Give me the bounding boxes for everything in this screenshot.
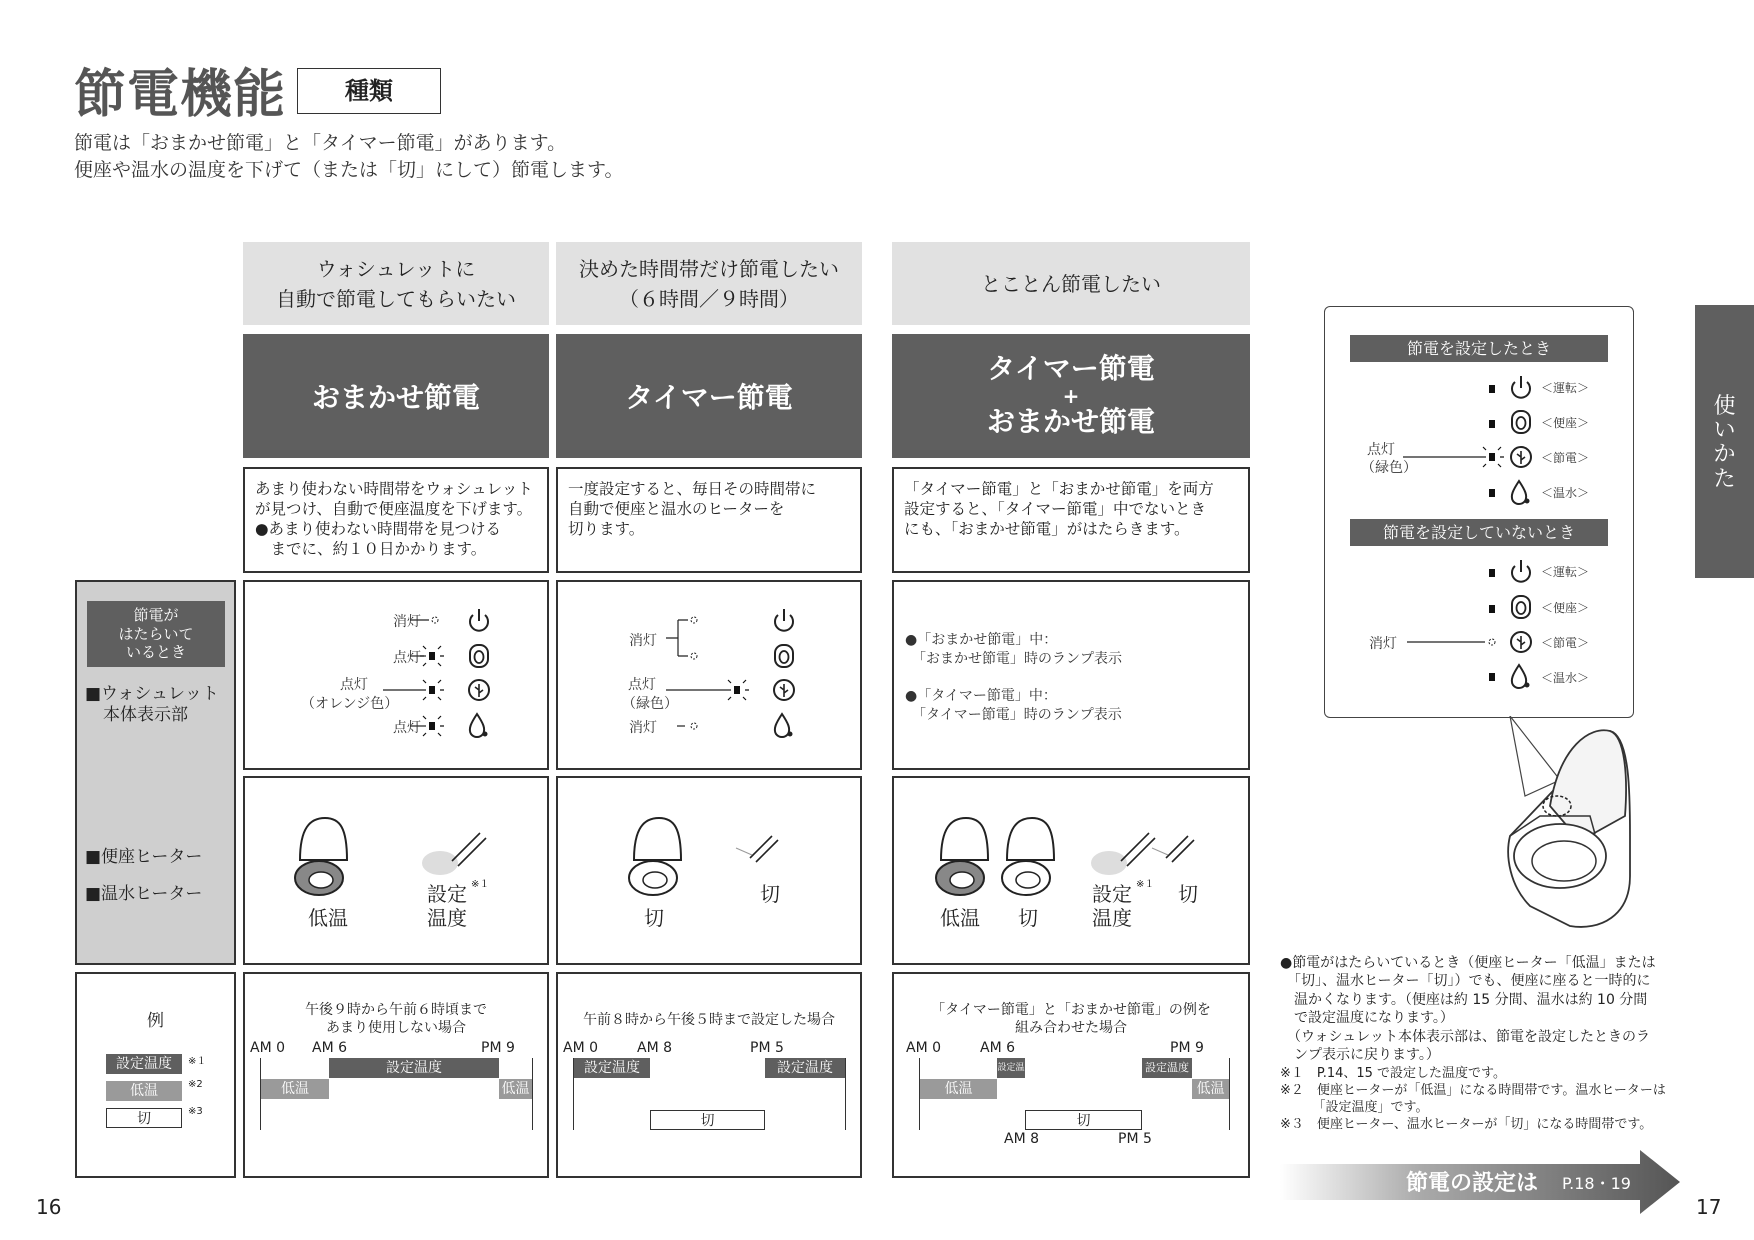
lamp-note-line: 「おまかせ節電」時のランプ表示 [905, 651, 1122, 667]
tick-label: PM 9 [1170, 1040, 1204, 1056]
timeline-caption: 「タイマー節電」と「おまかせ節電」の例を [931, 1002, 1211, 1018]
seat-off-label: 切 [644, 906, 664, 930]
desc-line: にも、「おまかせ節電」がはたらきます。 [904, 520, 1190, 539]
column-header-1-line: ウォシュレットに [316, 256, 476, 281]
desc-line: 設定すると、「タイマー節電」中でないとき [904, 500, 1206, 519]
intro-line-1: 節電は「おまかせ節電」と「タイマー節電」があります。 [74, 132, 567, 154]
working-badge-line: 節電が [133, 605, 179, 624]
mode-title-text: おまかせ節電 [311, 381, 480, 414]
page-title: 節電機能 [74, 65, 287, 125]
water-drop-icon [1512, 665, 1530, 688]
lamp-box-combined [892, 580, 1250, 770]
desc-omakase [243, 467, 549, 573]
heater-box-omakase [243, 776, 549, 965]
toilet-seat-off-icon [629, 818, 681, 895]
axis-line [845, 1058, 846, 1130]
tick-label: PM 9 [481, 1040, 515, 1056]
column-header-2-line: 決めた時間帯だけ節電したい [579, 256, 839, 281]
lamp-lit-green-line: （緑色） [622, 696, 678, 712]
toilet-seat-low-icon [295, 818, 347, 895]
mode-title-text: タイマー節電 [987, 352, 1155, 386]
timeline-caption: 午前８時から午後５時まで設定した場合 [583, 1012, 835, 1028]
timeline-bar-set: 設定温度 [574, 1058, 650, 1078]
water-temp-label: 温度 [1092, 906, 1132, 930]
tick-label: PM 5 [1118, 1131, 1152, 1147]
panel-label-run: ＜運転＞ [1541, 381, 1590, 395]
column-header-2-line: （６時間／９時間） [619, 286, 799, 311]
heater-art-timer [558, 778, 860, 963]
note-line: 温かくなります。（便座は約 15 分間、温水は約 10 分間 [1280, 991, 1648, 1008]
column-header-1 [243, 242, 549, 325]
leaf-icon [1511, 447, 1531, 467]
lamp-note-line: ●「タイマー節電」中： [905, 688, 1057, 704]
water-off-label: 切 [1178, 882, 1198, 906]
side-tab-char: 使 [1713, 394, 1736, 419]
water-temp-label: 温度 [427, 906, 467, 930]
note-ref-1: ※１ [1136, 879, 1155, 890]
lamp-box-omakase [243, 580, 549, 770]
title-tag: 種類 [297, 68, 441, 114]
panel-label-eco: ＜節電＞ [1541, 636, 1590, 650]
timeline-bar-low: 低温 [499, 1079, 532, 1099]
power-icon [1512, 560, 1530, 582]
water-nozzle-icon [422, 833, 486, 875]
power-icon [470, 609, 488, 631]
note-line: 「切」、温水ヒーター「切」）でも、便座に座ると一時的に [1280, 973, 1651, 990]
heater-art-combined [894, 778, 1248, 963]
panel-label-eco: ＜節電＞ [1541, 451, 1590, 465]
note-line: で設定温度になります。） [1280, 1010, 1454, 1027]
seat-low-label: 低温 [308, 906, 348, 930]
timeline-bar-low: 低温 [920, 1079, 997, 1099]
timeline-bar-off: 切 [1025, 1110, 1142, 1130]
desc-line: 「タイマー節電」と「おまかせ節電」を両方 [904, 480, 1214, 498]
panel-label-water: ＜温水＞ [1541, 671, 1590, 685]
timeline-bar-off: 切 [650, 1110, 765, 1130]
desc-line: あまり使わない時間帯をウォシュレット [255, 480, 533, 498]
lamp-note-line: ●「おまかせ節電」中： [905, 632, 1058, 648]
desc-line: 一度設定すると、毎日その時間帯に [568, 480, 817, 498]
example-legend-box [75, 972, 236, 1178]
tick-label: AM 0 [906, 1040, 942, 1056]
leaf-icon [1511, 632, 1531, 652]
side-tab-char: い [1713, 418, 1736, 444]
panel-label-water: ＜温水＞ [1541, 486, 1590, 500]
desc-line: ●あまり使わない時間帯を見つける [255, 520, 502, 539]
panel-label-seat: ＜便座＞ [1541, 416, 1590, 430]
lamp-note-line: 「タイマー節電」時のランプ表示 [905, 707, 1122, 723]
seat-icon [1512, 596, 1530, 618]
legend-off: 切 [106, 1108, 182, 1128]
working-badge [87, 601, 225, 667]
column-header-3-line: とことん節電したい [981, 271, 1161, 296]
timeline-bar-set: 設定温度 [997, 1058, 1025, 1078]
water-drop-icon [470, 714, 488, 737]
power-icon [1512, 376, 1530, 398]
side-tab-char: た [1713, 466, 1736, 492]
lamp-lit-orange-label [325, 674, 383, 694]
note-ref-1: ※１ [471, 879, 490, 890]
lamp-on-label: 点灯 [393, 720, 421, 736]
legend-note: ※3 [188, 1106, 203, 1117]
panel-unset-title: 節電を設定していないとき [1350, 519, 1608, 546]
intro-line-2: 便座や温水の温度を下げて（または「切」にして）節電します。 [74, 159, 624, 181]
heater-art-omakase [245, 778, 547, 963]
note-line: ※１ P.14、15 で設定した温度です。 [1280, 1065, 1507, 1081]
water-off-label: 切 [760, 882, 780, 906]
display-label: ■ウォシュレット [85, 684, 219, 704]
timeline-omakase [243, 972, 549, 1178]
tick-label: AM 0 [563, 1040, 599, 1056]
mode-title-plus: + [1062, 384, 1080, 408]
seat-low-label: 低温 [940, 906, 980, 930]
water-set-label: 設定 [1092, 882, 1132, 906]
tick-label: PM 5 [750, 1040, 784, 1056]
display-callout [1324, 306, 1634, 718]
mode-title-combined [892, 334, 1250, 458]
seat-icon [1512, 411, 1530, 433]
water-drop-icon [1512, 481, 1530, 504]
heater-box-timer [556, 776, 862, 965]
timeline-bar-set: 設定温度 [329, 1058, 499, 1078]
axis-line [532, 1058, 533, 1130]
timeline-caption: 午後９時から午前６時頃まで [305, 1002, 487, 1018]
side-tab-char: か [1713, 442, 1736, 468]
timeline-bar-low: 低温 [1192, 1079, 1229, 1099]
lamp-on-label: 点灯 [393, 650, 421, 666]
mode-title-text: おまかせ節電 [986, 405, 1155, 438]
lamp-lit-orange-line: 点灯 [340, 677, 368, 693]
legend-set-temp: 設定温度 [106, 1054, 182, 1074]
desc-timer [556, 467, 862, 573]
water-nozzle-icon [1152, 836, 1194, 862]
mode-title-text: タイマー節電 [625, 381, 793, 414]
note-line: ●節電がはたらいているとき（便座ヒーター「低温」または [1280, 955, 1656, 971]
lamp-off-label: 消灯 [629, 720, 657, 736]
page-number-left: 16 [36, 1195, 62, 1219]
lamp-lit-green-line: 点灯 [628, 677, 656, 693]
legend-note: ※2 [188, 1079, 203, 1090]
display-label-sub: 本体表示部 [103, 705, 188, 725]
note-line: （ウォシュレット本体表示部は、節電を設定したときのラ [1280, 1028, 1651, 1045]
lamp-off-label: 消灯 [629, 633, 657, 649]
note-line: ※３ 便座ヒーター、温水ヒーターが「切」になる時間帯です。 [1280, 1117, 1653, 1133]
lamp-diagram-omakase [245, 582, 547, 768]
settings-link[interactable] [1280, 1150, 1682, 1214]
side-label-column [75, 580, 236, 965]
lamp-lit-orange-line: （オレンジ色） [301, 696, 399, 712]
panel-label-seat: ＜便座＞ [1541, 601, 1590, 615]
panel-off-label: 消灯 [1369, 636, 1397, 652]
column-header-1-line: 自動で節電してもらいたい [276, 286, 516, 311]
desc-line: 切ります。 [568, 520, 645, 539]
example-label: 例 [147, 1011, 164, 1031]
heater-box-combined [892, 776, 1250, 965]
working-badge-line: いるとき [125, 643, 186, 662]
tick-label: AM 8 [1004, 1131, 1040, 1147]
timeline-caption: 組み合わせた場合 [1015, 1020, 1127, 1036]
settings-link-label: 節電の設定は [1406, 1171, 1539, 1196]
panel-lit-line: （緑色） [1361, 460, 1417, 476]
water-set-label: 設定 [427, 882, 467, 906]
toilet-seat-low-icon [936, 818, 988, 895]
mode-title-timer [556, 334, 862, 458]
timeline-bar-set: 設定温度 [765, 1058, 845, 1078]
timeline-bar-low: 低温 [261, 1079, 329, 1099]
water-nozzle-icon [1091, 833, 1155, 875]
page-number-right: 17 [1696, 1195, 1722, 1219]
desc-line: までに、約１０日かかります。 [255, 540, 487, 559]
tick-label: AM 6 [980, 1040, 1016, 1056]
timeline-caption: あまり使用しない場合 [326, 1020, 466, 1036]
water-heater-label: ■温水ヒーター [85, 884, 203, 904]
toilet-illustration [1480, 716, 1640, 941]
desc-line: 自動で便座と温水のヒーターを [568, 500, 785, 519]
water-nozzle-icon [736, 836, 778, 862]
seat-heater-label: ■便座ヒーター [85, 847, 203, 867]
note-line: 「設定温度」です。 [1280, 1100, 1429, 1116]
panel-lit-line: 点灯 [1367, 442, 1395, 458]
note-line: ※２ 便座ヒーターが「低温」になる時間帯です。温水ヒーターは [1280, 1082, 1666, 1098]
lamp-off-label: 消灯 [393, 614, 421, 630]
lamp-diagram-timer [558, 582, 860, 768]
timeline-bar-set: 設定温度 [1142, 1058, 1192, 1078]
panel-label-run: ＜運転＞ [1541, 565, 1590, 579]
column-header-3 [892, 242, 1250, 325]
power-icon [775, 609, 793, 631]
tick-label: AM 6 [312, 1040, 348, 1056]
desc-line: が見つけ、自動で便座温度を下げます。 [255, 500, 533, 519]
timeline-timer [556, 972, 862, 1178]
notes-block [1280, 954, 1680, 1133]
column-header-2 [556, 242, 862, 325]
settings-link-pages: P.18・19 [1562, 1174, 1631, 1193]
toilet-seat-off-icon [1002, 818, 1054, 895]
lamp-box-timer [556, 580, 862, 770]
seat-icon [775, 645, 793, 667]
working-badge-line: はたらいて [118, 624, 194, 643]
note-line: ンプ表示に戻ります。） [1280, 1047, 1440, 1064]
leaf-icon [469, 680, 489, 700]
side-tab-usage[interactable] [1695, 305, 1754, 578]
timeline-combined [892, 972, 1250, 1178]
legend-note: ※１ [188, 1056, 207, 1067]
panel-set-title: 節電を設定したとき [1350, 335, 1608, 362]
water-drop-icon [775, 714, 793, 737]
seat-off-label: 切 [1018, 906, 1038, 930]
seat-icon [470, 645, 488, 667]
mode-title-omakase [243, 334, 549, 458]
legend-low: 低温 [106, 1081, 182, 1101]
axis-line [1229, 1058, 1230, 1130]
desc-combined [892, 467, 1250, 573]
leaf-icon [774, 680, 794, 700]
tick-label: AM 8 [637, 1040, 673, 1056]
tick-label: AM 0 [250, 1040, 286, 1056]
